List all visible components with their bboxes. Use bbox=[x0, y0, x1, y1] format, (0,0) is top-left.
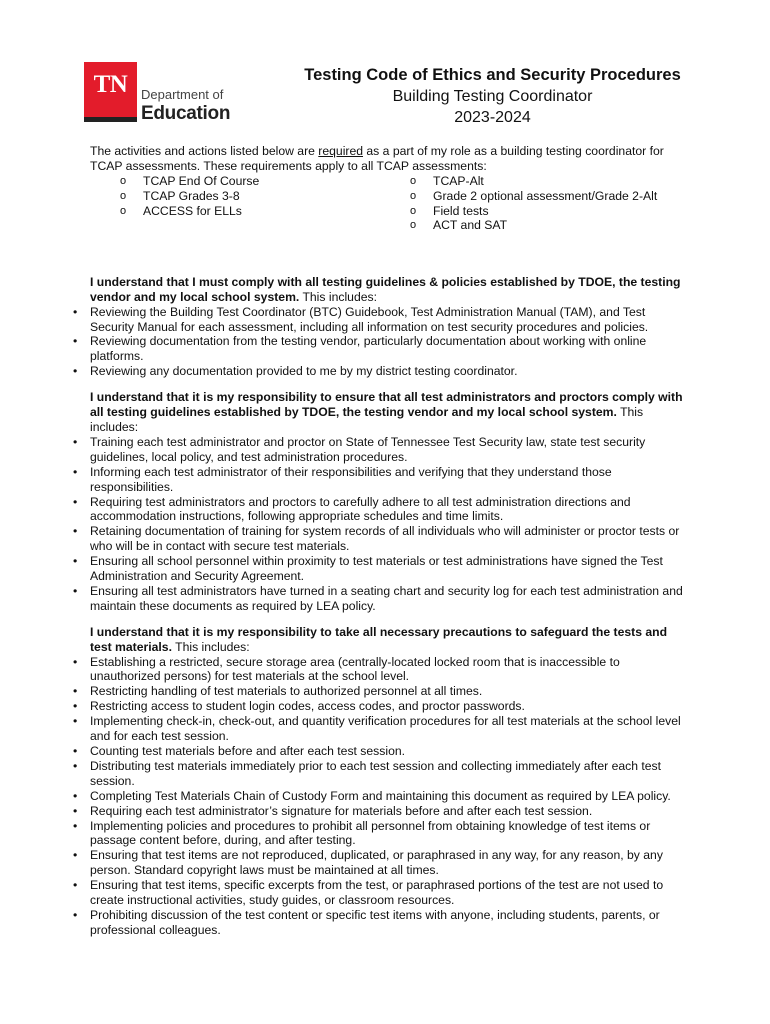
list-item: • Distributing test materials immediately prior to each test session and collecting immediately after each test session. bbox=[90, 759, 690, 789]
list-item: • Implementing check-in, check-out, and quantity verification procedures for all test materials at the school level and for each test session. bbox=[90, 714, 690, 744]
tn-education-logo bbox=[84, 62, 234, 124]
title-block bbox=[240, 65, 745, 128]
required-emphasis: required bbox=[318, 144, 364, 158]
school-year: 2023-2024 bbox=[454, 109, 531, 126]
list-item: • Prohibiting discussion of the test content or specific test items with anyone, including students, parents, or professional colleagues. bbox=[90, 908, 690, 938]
list-item: • Reviewing the Building Test Coordinator (BTC) Guidebook, Test Administration Manual (TAM), and Test Security Manual for each assessment, including all information on test security procedures and policies. bbox=[90, 305, 690, 335]
list-item: • Ensuring all school personnel within proximity to test materials or test administrations have signed the Test Administration and Security Agreement. bbox=[90, 554, 690, 584]
assessment-list-right bbox=[410, 174, 657, 234]
assessment-item: o ACT and SAT bbox=[410, 218, 657, 233]
bullet-list bbox=[90, 435, 690, 614]
logo-abbr: TN bbox=[93, 71, 128, 98]
list-item: • Reviewing any documentation provided to me by my district testing coordinator. bbox=[90, 364, 690, 379]
list-item: • Implementing policies and procedures to prohibit all personnel from obtaining knowledge of test items or passage content before, during, and after testing. bbox=[90, 819, 690, 849]
section-heading-bold: I understand that it is my responsibility to take all necessary precautions to safeguard the tests and test materials. bbox=[90, 624, 668, 654]
list-item: • Informing each test administrator of their responsibilities and verifying that they understand those responsibilities. bbox=[90, 465, 690, 495]
section-heading bbox=[90, 625, 690, 655]
list-item: • Counting test materials before and after each test session. bbox=[90, 744, 690, 759]
section-heading bbox=[90, 275, 690, 305]
intro-paragraph bbox=[90, 144, 690, 174]
list-item: • Ensuring that test items, specific excerpts from the test, or paraphrased portions of the test are not used to create instructional activities, study guides, or classroom resources. bbox=[90, 878, 690, 908]
assessment-item: o TCAP-Alt bbox=[410, 174, 657, 189]
section-heading-bold: I understand that I must comply with all testing guidelines & policies established by TDOE, the testing vendor and my local school system. bbox=[90, 274, 681, 304]
list-item: • Completing Test Materials Chain of Custody Form and maintaining this document as required by LEA policy. bbox=[90, 789, 690, 804]
logo-underline-bar bbox=[84, 117, 137, 122]
assessment-list bbox=[90, 174, 690, 264]
list-item: • Ensuring that test items are not reproduced, duplicated, or paraphrased in any way, for any reason, by any person. Standard copyright laws must be maintained at all times. bbox=[90, 848, 690, 878]
assessment-item: o Grade 2 optional assessment/Grade 2-Alt bbox=[410, 189, 657, 204]
intro-text-end: as a part of my role as a building testing coordinator for TCAP assessments. These requirements apply to all TCAP assessments: bbox=[90, 144, 664, 173]
section-heading-bold: I understand that it is my responsibility to ensure that all test administrators and proctors comply with all testing guidelines established by TDOE, the testing vendor and my local school system. bbox=[90, 390, 683, 420]
assessment-item: o Field tests bbox=[410, 204, 657, 219]
section-includes: This includes: bbox=[171, 639, 250, 654]
list-item: • Establishing a restricted, secure storage area (centrally-located locked room that is inaccessible to unauthorized persons) for test materials at the school level. bbox=[90, 655, 690, 685]
section-safeguard-materials bbox=[90, 625, 690, 938]
section-comply-guidelines bbox=[90, 275, 690, 379]
list-item: • Reviewing documentation from the testing vendor, particularly documentation about working with online platforms. bbox=[90, 334, 690, 364]
list-item: • Requiring each test administrator’s signature for materials before and after each test session. bbox=[90, 804, 690, 819]
section-heading bbox=[90, 390, 690, 435]
list-item: • Restricting handling of test materials to authorized personnel at all times. bbox=[90, 684, 690, 699]
document-body bbox=[90, 144, 690, 938]
assessment-list-left bbox=[120, 174, 259, 219]
bullet-list bbox=[90, 305, 690, 380]
assessment-item: o ACCESS for ELLs bbox=[120, 204, 259, 219]
page-title: Testing Code of Ethics and Security Procedures bbox=[304, 66, 681, 84]
section-includes: This includes: bbox=[299, 289, 377, 304]
intro-text-start: The activities and actions listed below are bbox=[90, 144, 319, 158]
logo-education-text: Education bbox=[141, 103, 231, 124]
assessment-item: o TCAP End Of Course bbox=[120, 174, 259, 189]
list-item: • Requiring test administrators and proctors to carefully adhere to all test administration directions and accommodation instructions, following appropriate schedules and time limits. bbox=[90, 495, 690, 525]
bullet-list bbox=[90, 655, 690, 938]
logo-department-text: Department of bbox=[141, 87, 224, 102]
section-administrators-comply bbox=[90, 390, 690, 614]
list-item: • Restricting access to student login codes, access codes, and proctor passwords. bbox=[90, 699, 690, 714]
section-includes: This includes: bbox=[90, 405, 644, 434]
list-item: • Ensuring all test administrators have turned in a seating chart and security log for each test administration and maintain these documents as required by LEA policy. bbox=[90, 584, 690, 614]
page-subtitle: Building Testing Coordinator bbox=[392, 88, 593, 105]
list-item: • Training each test administrator and proctor on State of Tennessee Test Security law, state test security guidelines, local policy, and test administration procedures. bbox=[90, 435, 690, 465]
assessment-item: o TCAP Grades 3-8 bbox=[120, 189, 259, 204]
list-item: • Retaining documentation of training for system records of all individuals who will administer or proctor tests or who will be in contact with secure test materials. bbox=[90, 524, 690, 554]
